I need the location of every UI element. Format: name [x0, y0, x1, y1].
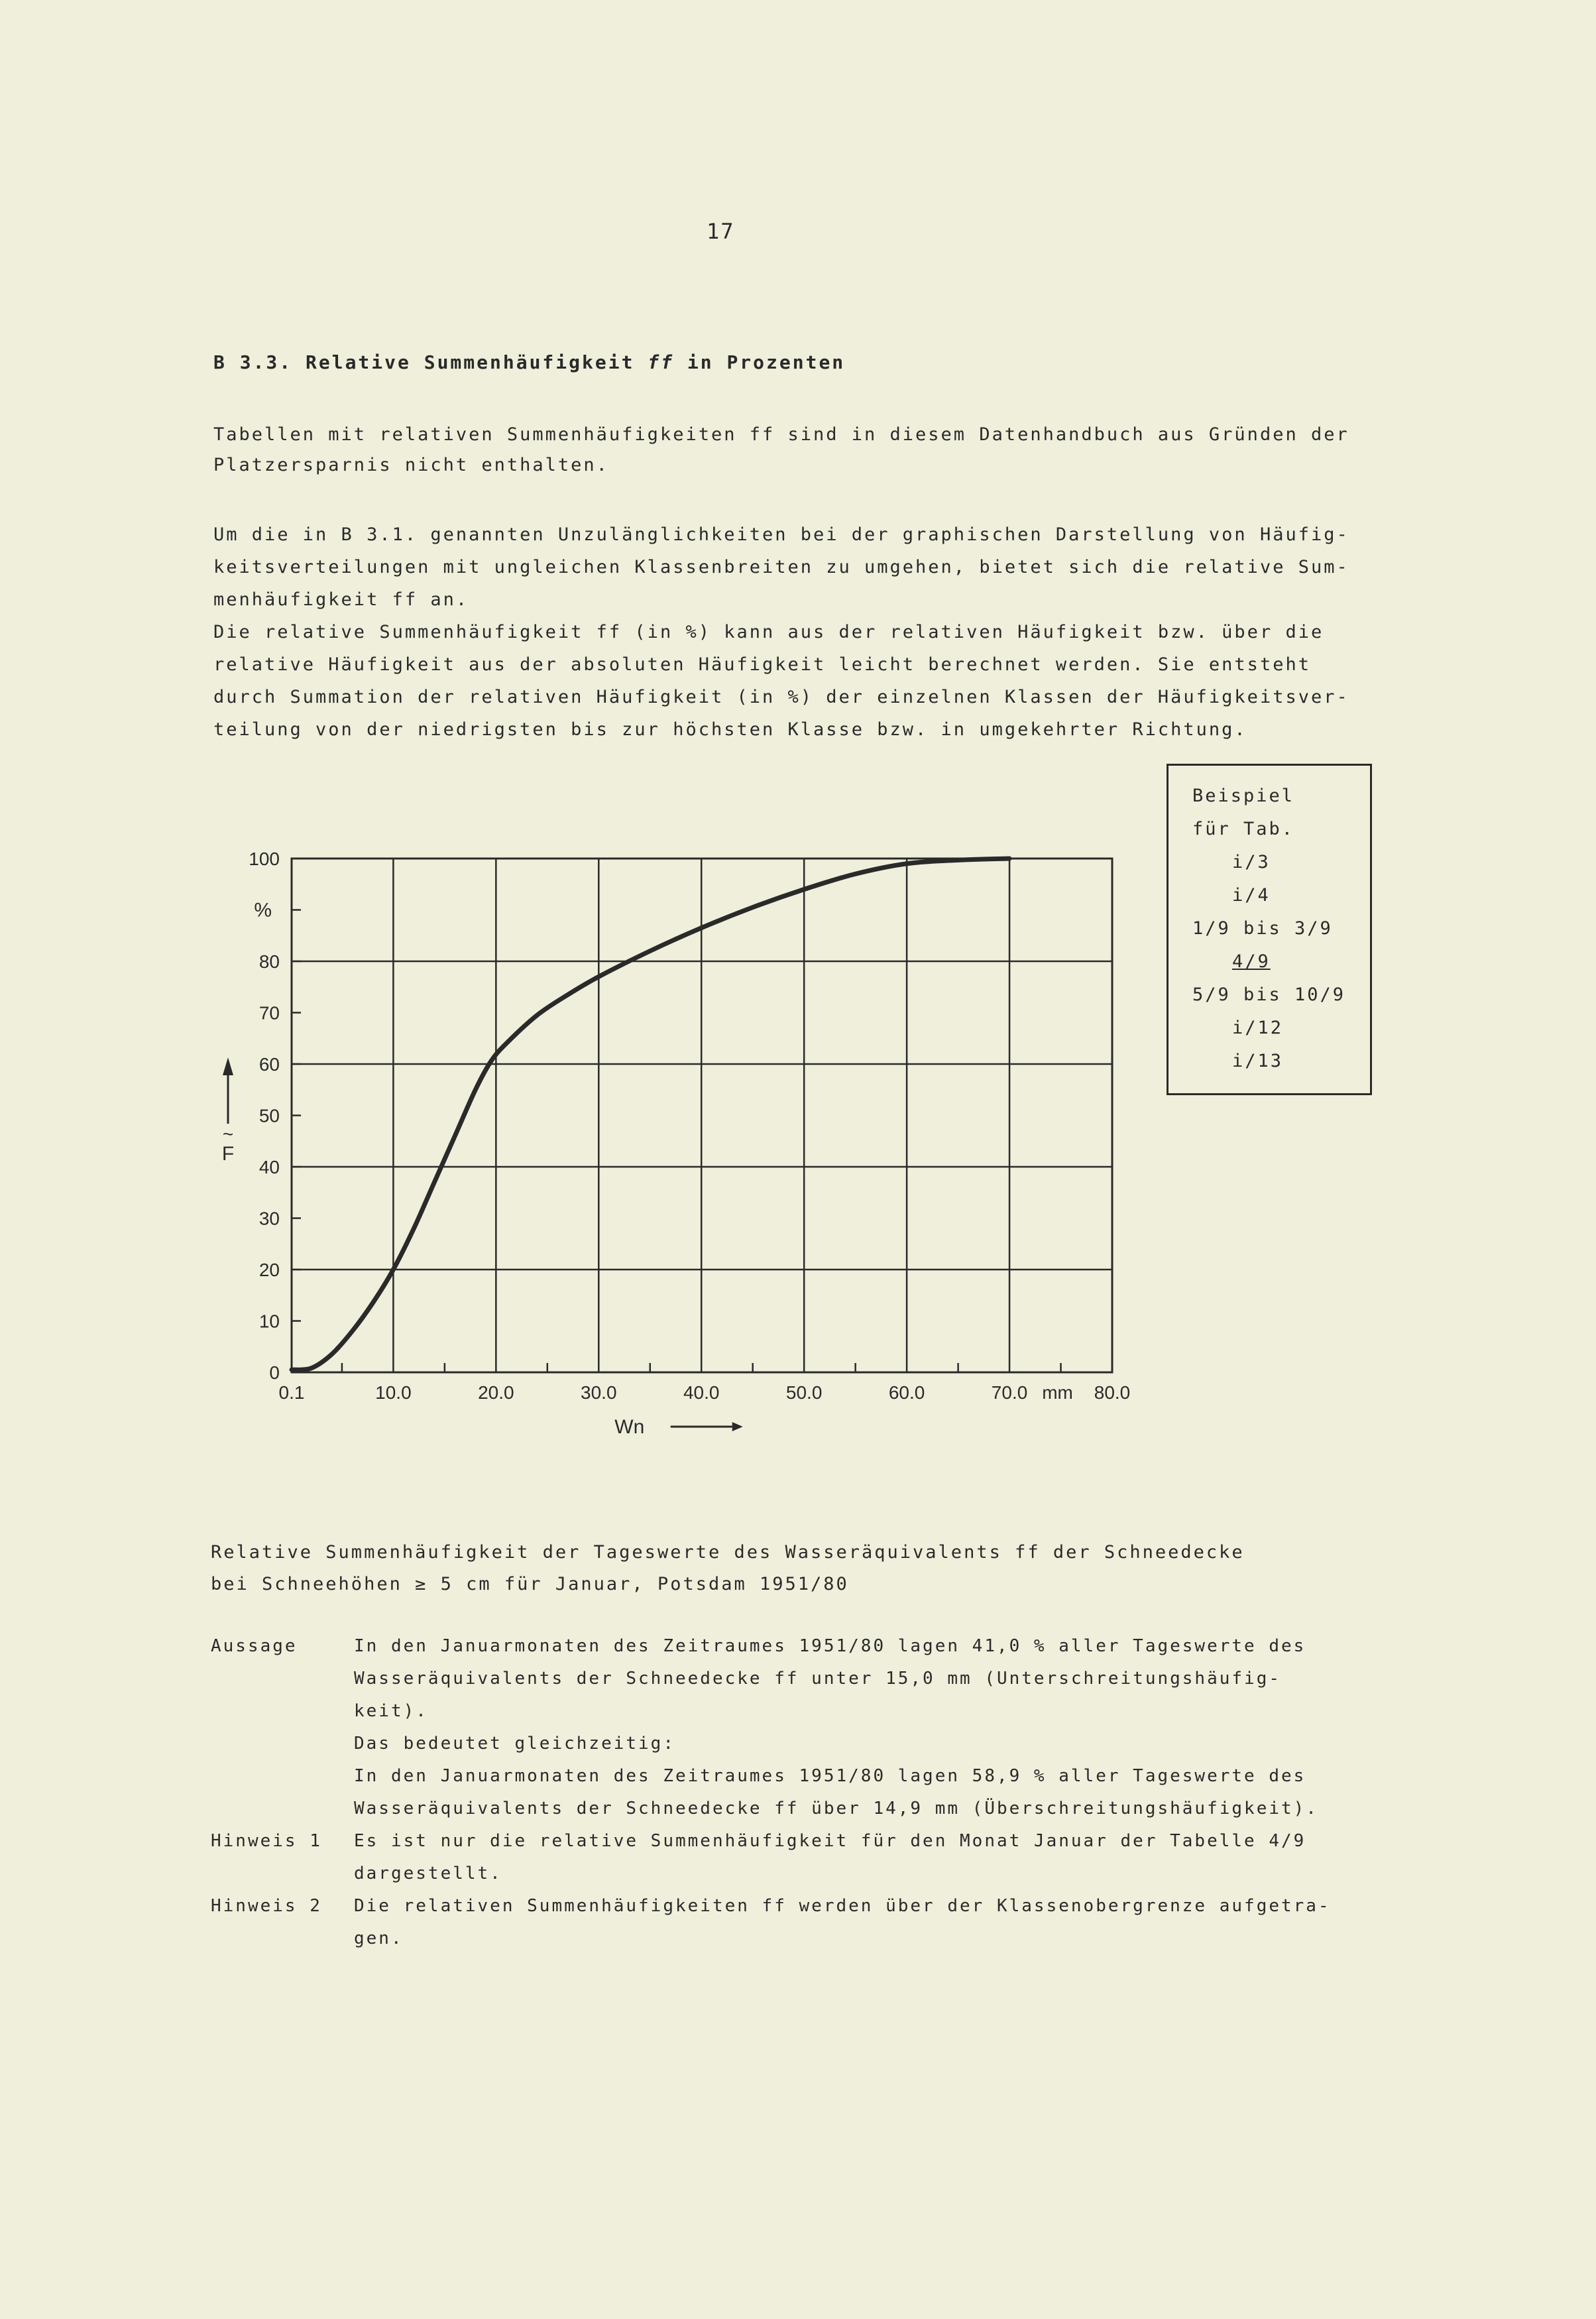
- x-tick-label: 80.0: [1094, 1382, 1131, 1403]
- figure-caption: [211, 1537, 1245, 1600]
- y-tick-label: 70: [258, 1002, 280, 1024]
- text-line: Platzersparnis nicht enthalten.: [213, 455, 609, 475]
- y-axis-label: F: [221, 1143, 235, 1165]
- y-tick-label: 100: [249, 849, 280, 869]
- note-line: Wasseräquivalents der Schneedecke ff über 14,9 mm (Überschreitungshäufigkeit).: [354, 1799, 1318, 1818]
- note-line: In den Januarmonaten des Zeitraumes 1951/80 lagen 41,0 % aller Tageswerte des: [354, 1636, 1306, 1656]
- note-line: Die relativen Summenhäufigkeiten ff werden über der Klassenobergrenze aufgetra-: [354, 1896, 1331, 1916]
- text-line: menhäufigkeit ff an.: [213, 589, 469, 610]
- x-tick-label: 10.0: [375, 1382, 412, 1403]
- x-tick-label: 20.0: [478, 1382, 514, 1403]
- arrow-head: [223, 1057, 233, 1075]
- x-axis-ticks: [279, 1382, 1131, 1403]
- caption-line: Relative Summenhäufigkeit der Tageswerte des Wasseräquivalents ff der Schneedecke: [211, 1542, 1245, 1563]
- x-tick-label: 0.1: [278, 1382, 305, 1403]
- x-axis-label: Wn: [614, 1416, 645, 1438]
- y-tick-label: 50: [258, 1105, 280, 1126]
- intro-paragraph: [213, 420, 1349, 481]
- example-table-ref: i/13: [1232, 1051, 1284, 1071]
- note-label-aussage: Aussage: [211, 1636, 298, 1656]
- text-line: teilung von der niedrigsten bis zur höchsten Klasse bzw. in umgekehrter Richtung.: [213, 719, 1247, 740]
- example-table-ref: i/4: [1232, 885, 1271, 906]
- chart-grid: [292, 859, 1112, 1372]
- x-tick-label: 50.0: [785, 1382, 823, 1403]
- heading-prefix: B 3.3. Relative Summenhäufigkeit: [213, 351, 635, 373]
- text-line: Tabellen mit relativen Summenhäufigkeiten ff sind in diesem Datenhandbuch aus Gründen der: [213, 424, 1349, 445]
- note-line: Wasseräquivalents der Schneedecke ff unter 15,0 mm (Unterschreitungshäufig-: [354, 1669, 1281, 1689]
- section-heading: [213, 351, 845, 373]
- cumulative-frequency-chart: [199, 829, 1153, 1452]
- y-tick-label: 30: [258, 1208, 280, 1229]
- x-tick-label: 30.0: [581, 1382, 617, 1403]
- heading-symbol: ff: [648, 351, 675, 373]
- y-axis-unit: %: [254, 899, 272, 922]
- example-box: [1167, 764, 1372, 1095]
- example-subtitle: für Tab.: [1192, 819, 1295, 839]
- tilde-mark: ~: [222, 1124, 234, 1144]
- y-tick-label: 20: [258, 1260, 280, 1280]
- example-table-ref: i/3: [1232, 852, 1271, 872]
- note-line: gen.: [354, 1929, 404, 1948]
- x-axis-arrow: [671, 1422, 743, 1431]
- note-label-hinweis-2: Hinweis 2: [211, 1896, 322, 1916]
- text-line: Die relative Summenhäufigkeit ff (in %) kann aus der relativen Häufigkeit bzw. über die: [213, 622, 1324, 642]
- text-line: keitsverteilungen mit ungleichen Klassenbreiten zu umgehen, bietet sich die relative Sum-: [213, 557, 1349, 577]
- note-line: dargestellt.: [354, 1864, 502, 1883]
- x-tick-label: 60.0: [888, 1382, 925, 1403]
- x-tick-label: 70.0: [991, 1382, 1028, 1403]
- y-tick-label: 60: [258, 1054, 280, 1075]
- text-line: Um die in B 3.1. genannten Unzulänglichkeiten bei der graphischen Darstellung von Häufig-: [213, 524, 1349, 545]
- y-tick-label: 40: [258, 1157, 280, 1177]
- y-tick-label: 10: [258, 1311, 280, 1332]
- x-axis-unit: mm: [1042, 1382, 1073, 1403]
- example-table-ref: 5/9 bis 10/9: [1192, 984, 1346, 1005]
- y-axis-arrow: [223, 1057, 233, 1144]
- cumulative-curve: [292, 859, 1009, 1370]
- page-number: 17: [707, 219, 735, 244]
- y-tick-label: 0: [269, 1362, 280, 1383]
- caption-line: bei Schneehöhen ≥ 5 cm für Januar, Potsdam 1951/80: [211, 1574, 849, 1594]
- note-line: Das bedeutet gleichzeitig:: [354, 1734, 675, 1754]
- note-label-hinweis-1: Hinweis 1: [211, 1831, 322, 1851]
- explanation-paragraph: [213, 518, 1349, 746]
- example-table-ref-highlighted: 4/9: [1232, 951, 1271, 972]
- note-line: keit).: [354, 1701, 428, 1721]
- example-title: Beispiel: [1192, 786, 1295, 806]
- note-line: In den Januarmonaten des Zeitraumes 1951/80 lagen 58,9 % aller Tageswerte des: [354, 1766, 1306, 1786]
- x-tick-label: 40.0: [683, 1382, 720, 1403]
- arrow-head: [732, 1422, 743, 1431]
- text-line: durch Summation der relativen Häufigkeit (in %) der einzelnen Klassen der Häufigkeitsver-: [213, 687, 1349, 707]
- note-line: Es ist nur die relative Summenhäufigkeit für den Monat Januar der Tabelle 4/9: [354, 1831, 1306, 1851]
- heading-suffix: in Prozenten: [687, 351, 846, 373]
- text-line: relative Häufigkeit aus der absoluten Häufigkeit leicht berechnet werden. Sie entsteht: [213, 654, 1311, 675]
- example-table-ref: i/12: [1232, 1018, 1284, 1038]
- y-tick-label: 80: [258, 951, 280, 972]
- y-axis-ticks: [249, 849, 280, 1383]
- example-table-ref: 1/9 bis 3/9: [1192, 918, 1333, 939]
